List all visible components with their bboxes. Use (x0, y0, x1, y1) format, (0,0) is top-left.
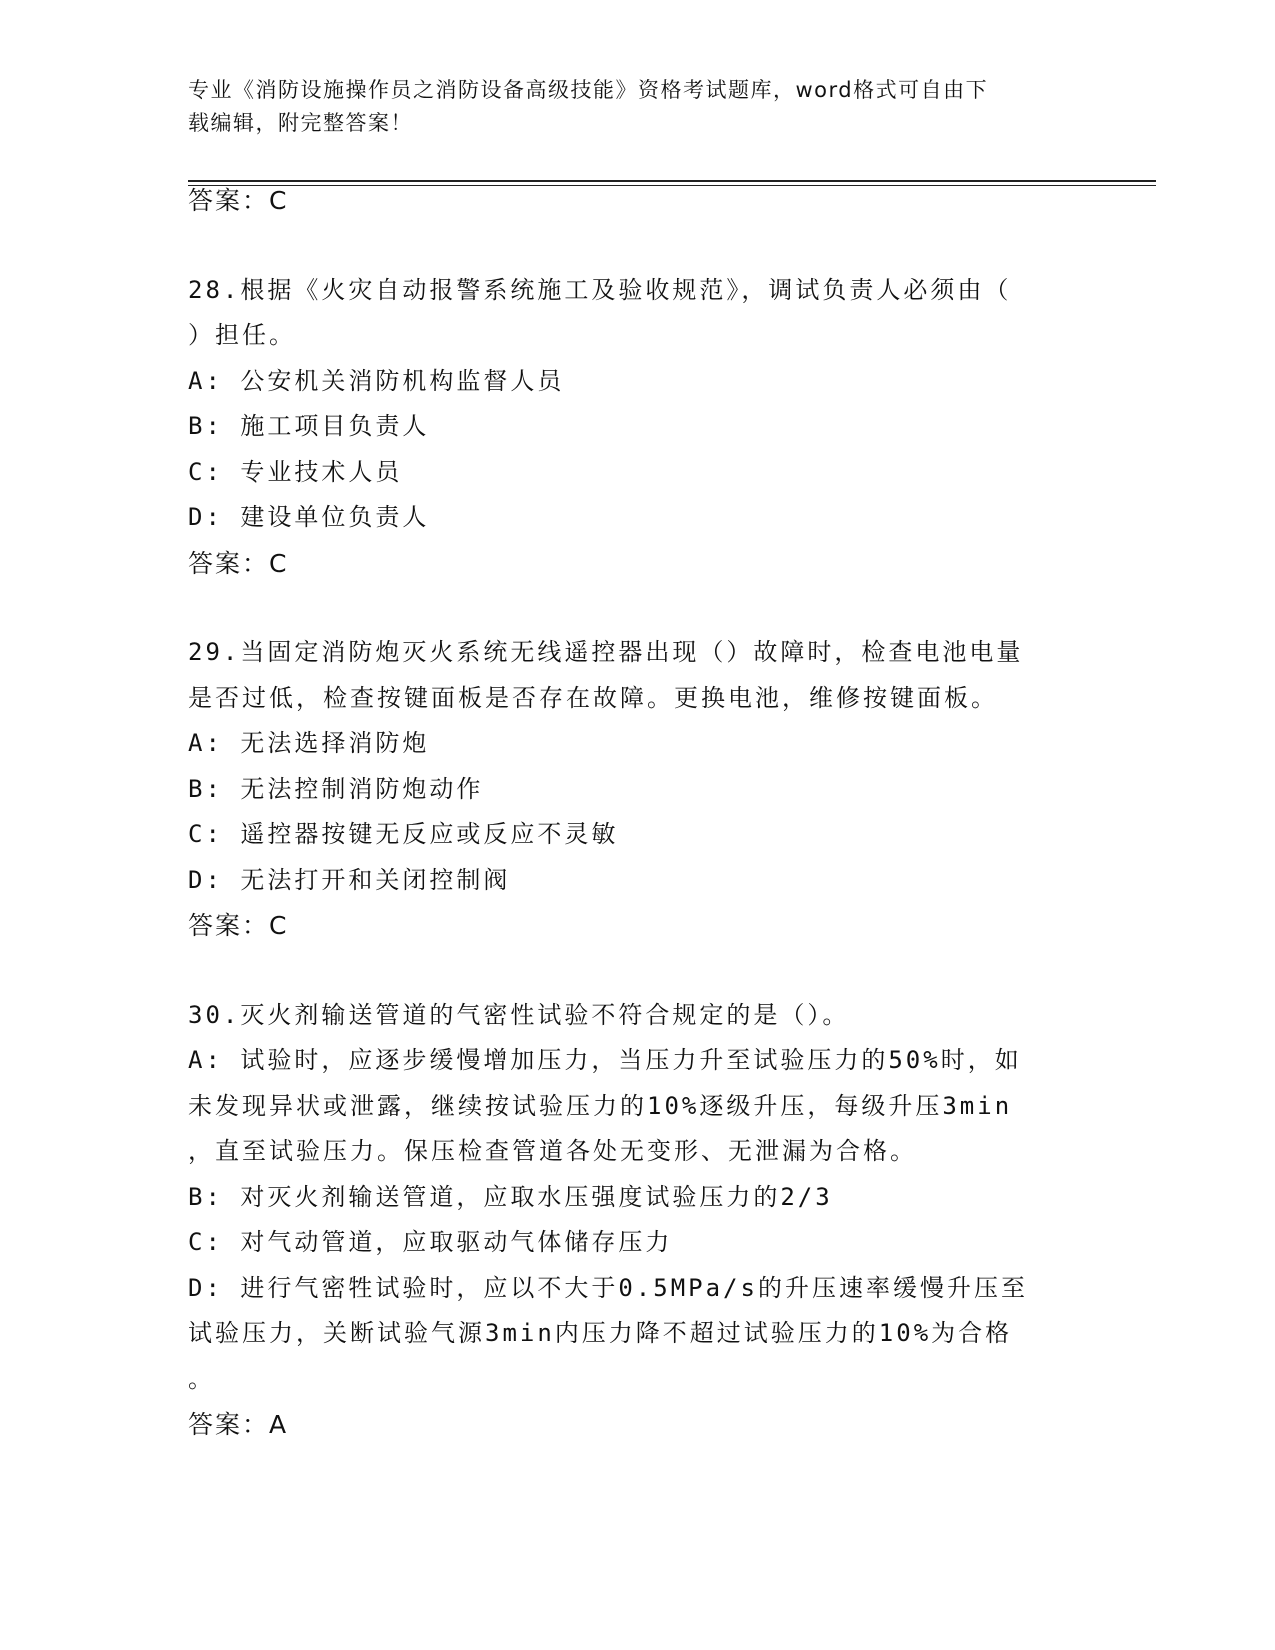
question-30-option-a-line-3: ，直至试验压力。保压检查管道各处无变形、无泄漏为合格。 (188, 1137, 917, 1165)
question-28-answer: 答案：C (188, 548, 289, 578)
question-30-option-c: C: 对气动管道，应取驱动气体储存压力 (188, 1228, 673, 1256)
question-30-option-a-line-1: A: 试验时，应逐步缓慢增加压力，当压力升至试验压力的50%时，如 (188, 1046, 1022, 1074)
question-29 (188, 630, 1088, 949)
question-29-answer: 答案：C (188, 911, 289, 940)
question-30-line-1: 30.灭火剂输送管道的气密性试验不符合规定的是（）。 (188, 1000, 850, 1029)
question-28-option-c: C: 专业技术人员 (188, 457, 403, 486)
header-line-1: 专业《消防设施操作员之消防设备高级技能》资格考试题库，word格式可自由下 (188, 78, 989, 102)
header-line-2: 载编辑，附完整答案！ (188, 111, 413, 135)
spacer (188, 224, 1088, 268)
question-30-option-d-line-3: 。 (188, 1364, 215, 1393)
question-28-option-a: A: 公安机关消防机构监督人员 (188, 366, 565, 395)
question-28-option-b: B: 施工项目负责人 (188, 412, 430, 440)
document-header (188, 74, 1068, 140)
question-29-option-c: C: 遥控器按键无反应或反应不灵敏 (188, 820, 619, 848)
question-29-line-1: 29.当固定消防炮灭火系统无线遥控器出现（）故障时，检查电池电量 (188, 638, 1024, 666)
question-28-option-d: D: 建设单位负责人 (188, 503, 430, 531)
question-29-option-b: B: 无法控制消防炮动作 (188, 774, 484, 803)
spacer (188, 949, 1088, 993)
question-29-option-d: D: 无法打开和关闭控制阀 (188, 865, 511, 894)
question-28-line-2: ）担任。 (188, 321, 296, 349)
answer-prev: 答案：C (188, 186, 289, 215)
spacer (188, 586, 1088, 630)
question-30-option-d-line-2: 试验压力，关断试验气源3min内压力降不超过试验压力的10%为合格 (188, 1319, 1013, 1347)
question-29-line-2: 是否过低，检查按键面板是否存在故障。更换电池，维修按键面板。 (188, 683, 998, 712)
question-30-option-a-line-2: 未发现异状或泄露，继续按试验压力的10%逐级升压，每级升压3min (188, 1091, 1013, 1120)
question-28-line-1: 28.根据《火灾自动报警系统施工及验收规范》，调试负责人必须由（ (188, 275, 1012, 304)
question-30-option-b: B: 对灭火剂输送管道，应取水压强度试验压力的2/3 (188, 1182, 833, 1211)
question-30-answer: 答案：A (188, 1410, 289, 1439)
question-29-option-a: A: 无法选择消防炮 (188, 729, 430, 757)
document-body (188, 178, 1088, 1448)
question-28 (188, 268, 1088, 587)
question-30 (188, 993, 1088, 1448)
question-30-option-d-line-1: D: 进行气密牲试验时，应以不大于0.5MPa/s的升压速率缓慢升压至 (188, 1273, 1028, 1302)
